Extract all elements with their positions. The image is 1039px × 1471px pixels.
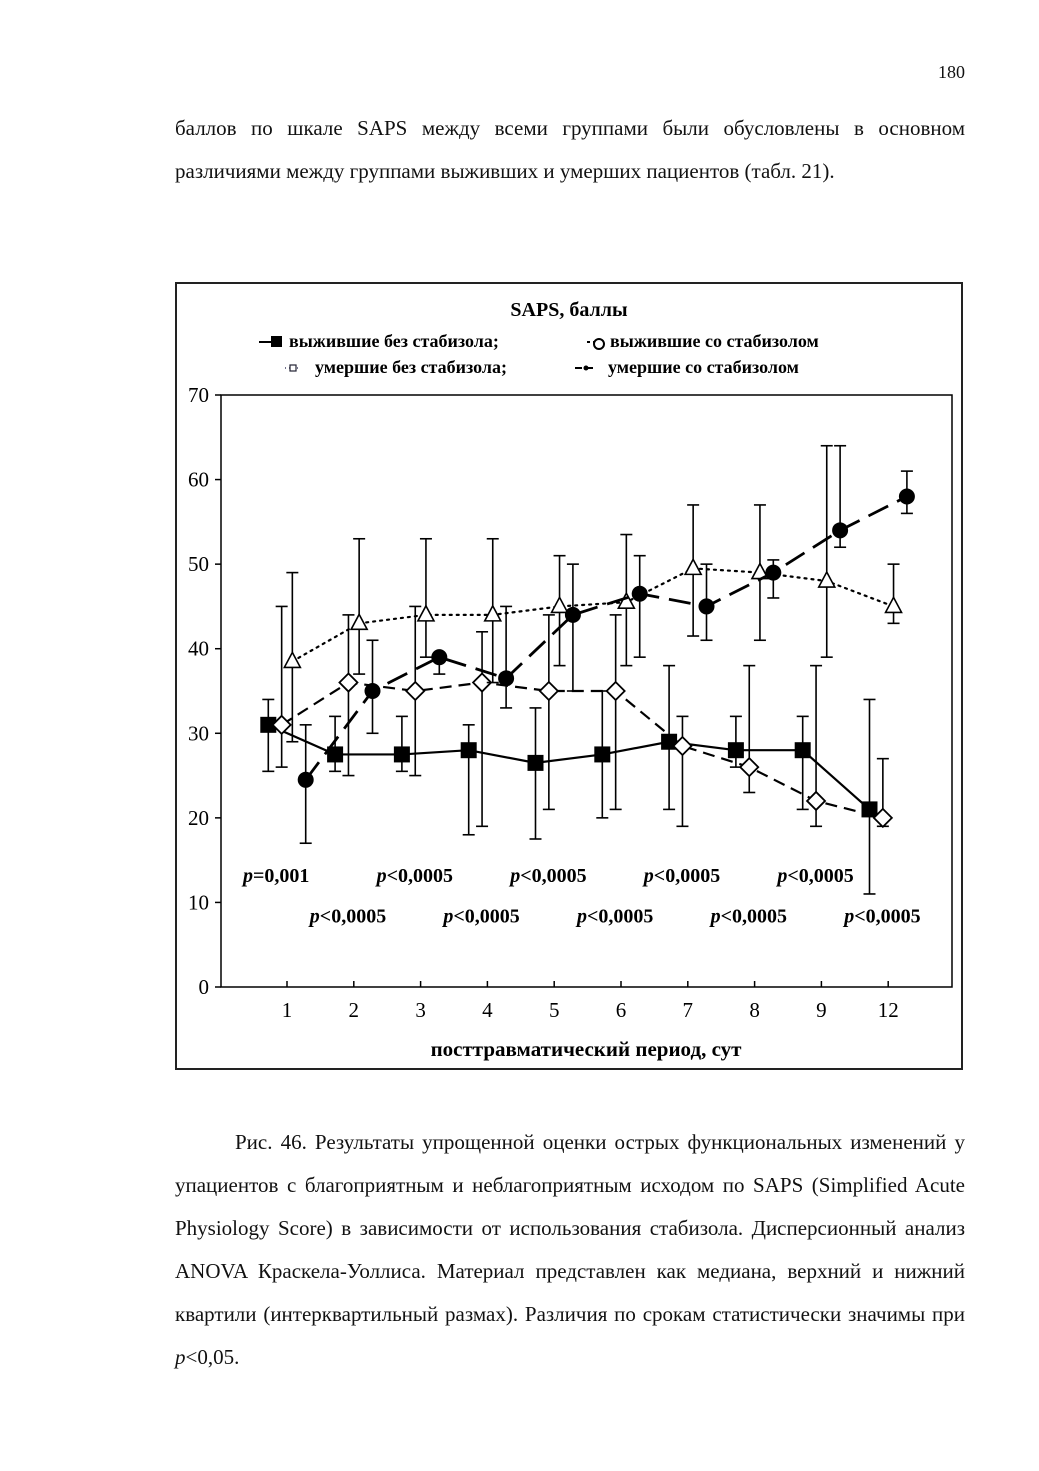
p-value: <0,0005 <box>720 905 788 928</box>
data-point-diamond <box>740 758 758 776</box>
x-tick-label: 4 <box>482 998 493 1022</box>
legend-marker-small-square <box>290 365 296 371</box>
p-value: =0,001 <box>253 865 310 888</box>
series-1 <box>260 666 877 894</box>
data-point-diamond <box>540 682 558 700</box>
x-axis-label: посттравматический период, сут <box>430 1037 742 1061</box>
p-value-label <box>308 906 386 928</box>
data-point-circle <box>765 565 781 581</box>
chart-title: SAPS, баллы <box>510 299 628 321</box>
legend-label-survivors-no-stab: выжившие без стабизола; <box>289 331 499 351</box>
p-symbol: p <box>510 865 521 888</box>
data-point-circle <box>699 598 715 614</box>
y-tick-label: 40 <box>188 636 209 661</box>
p-symbol: p <box>309 905 320 928</box>
p-value: <0,0005 <box>653 865 721 888</box>
x-tick-label: 7 <box>682 998 694 1022</box>
x-tick-label: 8 <box>749 998 760 1022</box>
p-value-label <box>642 865 720 887</box>
series-line <box>292 568 893 661</box>
p-symbol: p <box>443 905 454 928</box>
y-tick-label: 60 <box>188 467 209 492</box>
data-point-triangle <box>552 597 568 612</box>
data-point-circle <box>498 670 514 686</box>
figure-46-chart <box>175 282 963 1070</box>
data-point-square <box>461 742 477 758</box>
p-value-label <box>709 906 787 928</box>
plot-area <box>221 395 952 987</box>
body-paragraph: баллов по шкале SAPS между всеми группами были обусловлены в основном различиями между группами выживших и умерших пациентов (табл. 21). <box>175 116 965 183</box>
p-value-label <box>508 865 586 887</box>
data-point-circle <box>365 683 381 699</box>
series-4 <box>298 446 915 843</box>
p-value-label <box>241 865 309 887</box>
p-symbol: p <box>376 865 387 888</box>
data-point-triangle <box>284 652 300 667</box>
data-point-square <box>394 746 410 762</box>
data-point-circle <box>632 586 648 602</box>
y-tick-label: 30 <box>188 721 209 746</box>
figure-caption <box>175 1121 965 1379</box>
series-line <box>268 725 869 810</box>
caption-p-symbol: p <box>175 1345 186 1369</box>
p-value-label <box>775 865 853 887</box>
data-point-circle <box>298 772 314 788</box>
x-tick-label: 6 <box>615 998 627 1022</box>
p-value: <0,0005 <box>587 905 654 928</box>
data-point-diamond <box>406 682 424 700</box>
p-symbol: p <box>243 865 253 888</box>
x-tick-label: 5 <box>548 998 560 1022</box>
legend-label-died-no-stab: умершие без стабизола; <box>315 357 507 377</box>
data-point-circle <box>899 488 915 504</box>
p-value-annotations <box>241 865 921 928</box>
legend-marker-circle-open <box>594 339 604 349</box>
data-point-square <box>795 742 811 758</box>
y-tick-label: 10 <box>188 890 209 915</box>
y-tick-label: 0 <box>198 975 209 999</box>
data-point-square <box>527 755 543 771</box>
data-point-triangle <box>685 559 701 574</box>
legend-label-survivors-stab: выжившие со стабизолом <box>610 331 819 351</box>
data-point-diamond <box>607 682 625 700</box>
data-point-triangle <box>418 606 434 621</box>
y-tick-label: 20 <box>188 805 209 830</box>
x-tick-label: 12 <box>877 998 899 1022</box>
chart-svg <box>177 284 961 1068</box>
p-value-label <box>842 906 920 928</box>
data-point-circle <box>565 607 581 623</box>
series-layer <box>260 446 915 894</box>
p-value: <0,0005 <box>453 905 520 928</box>
data-point-diamond <box>339 674 357 692</box>
p-value: <0,0005 <box>386 865 454 888</box>
p-value-label <box>575 906 653 928</box>
data-point-triangle <box>351 614 367 629</box>
x-tick-label: 9 <box>816 998 827 1022</box>
p-value: <0,0005 <box>319 905 387 928</box>
data-point-triangle <box>886 597 902 612</box>
p-value: <0,0005 <box>520 865 587 888</box>
legend-marker-square <box>271 336 282 347</box>
page-number: 180 <box>938 62 965 82</box>
p-symbol: p <box>710 905 721 928</box>
legend-marker-dot <box>584 366 589 371</box>
y-tick-label: 70 <box>188 383 209 407</box>
p-symbol: p <box>643 865 654 888</box>
caption-threshold: <0,05. <box>185 1345 240 1369</box>
x-tick-label: 1 <box>281 998 293 1022</box>
data-point-diamond <box>807 792 825 810</box>
legend-label-died-stab: умершие со стабизолом <box>608 357 799 377</box>
p-value: <0,0005 <box>787 865 854 888</box>
y-tick-label: 50 <box>188 552 209 577</box>
data-point-square <box>728 742 744 758</box>
x-tick-label: 2 <box>348 998 360 1022</box>
x-tick-label: 3 <box>415 998 426 1022</box>
p-symbol: p <box>577 905 587 928</box>
p-symbol: p <box>777 865 788 888</box>
data-point-circle <box>832 522 848 538</box>
caption-text: Рис. 46. Результаты упрощенной оценки острых функциональных изменений у упациентов с благоприятным и неблагоприятным исходом по SAPS (Simplified Acute Physiology Score) в зависимости от использования стабизола. Дисперсионный анализ ANOVA Краскела-Уоллиса. Материал представлен как медиана, верхний и нижний квартили (интерквартильный размах). Различия по срокам статистически значимы при <box>175 1130 965 1326</box>
p-value: <0,0005 <box>854 905 921 928</box>
y-axis <box>188 383 221 999</box>
p-symbol: p <box>844 905 855 928</box>
data-point-circle <box>431 649 447 665</box>
p-value-label <box>441 906 519 928</box>
data-point-square <box>594 746 610 762</box>
p-value-label <box>375 865 453 887</box>
